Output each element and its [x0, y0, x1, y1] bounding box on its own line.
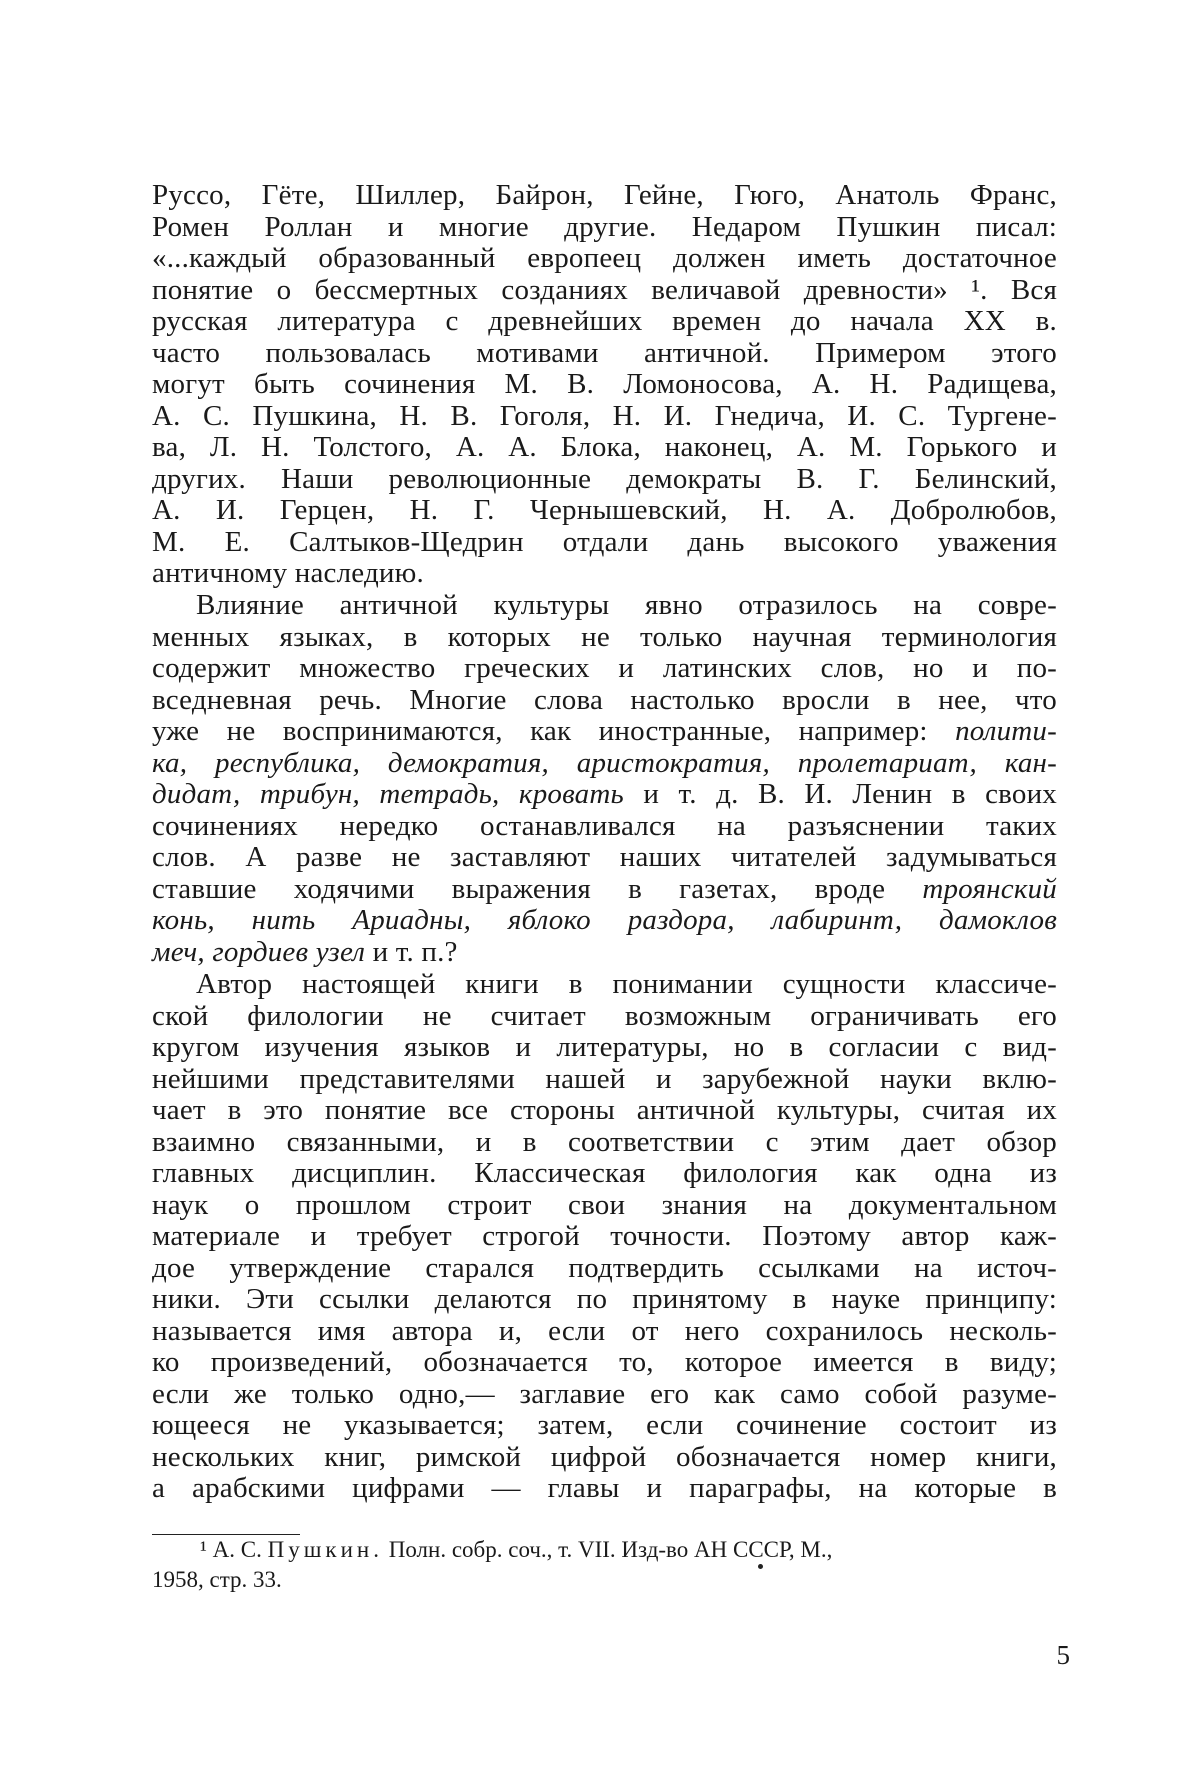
text-line: ко произведений, обозначается то, которое имеется в виду; — [152, 1346, 1057, 1378]
paragraph-1 — [152, 180, 1057, 590]
text-line: ники. Эти ссылки делаются по принятому в науке принципу: — [152, 1283, 1057, 1315]
text-line: нескольких книг, римской цифрой обозначается номер книги, — [152, 1440, 1057, 1473]
italic-term: дидат, трибун, тетрадь, кровать — [152, 778, 624, 810]
text-line: античному наследию. — [152, 557, 424, 589]
text-line: ющееся не указывается; затем, если сочинение состоит из — [152, 1409, 1057, 1441]
text-line: А. И. Герцен, Н. Г. Чернышевский, Н. А. Добролюбов, — [152, 494, 1057, 526]
text-line: «...каждый образованный европеец должен иметь достаточное — [152, 242, 1057, 274]
plain-text: и т. п.? — [365, 935, 458, 968]
text-line: М. Е. Салтыков-Щедрин отдали дань высокого уважения — [152, 525, 1057, 558]
text-line: нейшими представителями нашей и зарубежной науки вклю- — [152, 1062, 1057, 1095]
footnote-line: 1958, стр. 33. — [152, 1567, 282, 1592]
text-line: вседневная речь. Многие слова настолько вросли в нее, что — [152, 683, 1057, 716]
text-line — [152, 874, 1057, 906]
text-line — [152, 937, 1057, 969]
text-line: чает в это понятие все стороны античной культуры, считая их — [152, 1094, 1057, 1126]
text-line: ской филологии не считает возможным ограничивать его — [152, 999, 1057, 1032]
text-line: менных языках, в которых не только научная терминология — [152, 620, 1057, 653]
italic-term: троянский — [922, 872, 1057, 905]
text-line: русская литература с древнейших времен до начала XX в. — [152, 305, 1057, 337]
text-line: слов. А разве не заставляют наших читателей задумываться — [152, 841, 1057, 873]
footnote-line — [152, 1535, 1057, 1565]
text-line: А. С. Пушкина, Н. В. Гоголя, Н. И. Гнедича, И. С. Тургене- — [152, 399, 1057, 432]
text-line — [152, 716, 1057, 748]
paragraph-2 — [152, 590, 1057, 968]
text-line: называется имя автора и, если от него сохранилось несколь- — [152, 1314, 1057, 1347]
plain-text: уже не воспринимаются, как иностранные, например: — [152, 715, 956, 747]
text-line: ва, Л. Н. Толстого, А. А. Блока, наконец, А. М. Горького и — [152, 431, 1057, 463]
text-line: главных дисциплин. Классическая филология как одна из — [152, 1157, 1057, 1189]
text-line: наук о прошлом строит свои знания на документальном — [152, 1188, 1057, 1221]
text-line: могут быть сочинения М. В. Ломоносова, А. Н. Радищева, — [152, 368, 1057, 400]
text-line: содержит множество греческих и латинских слов, но и по- — [152, 652, 1057, 684]
footnote — [152, 1535, 1057, 1595]
text-line: а арабскими цифрами — главы и параграфы, на которые в — [152, 1472, 1057, 1504]
text-line: часто пользовалась мотивами античной. Примером этого — [152, 336, 1057, 369]
text-line: Руссо, Гёте, Шиллер, Байрон, Гейне, Гюго, Анатоль Франс, — [152, 179, 1057, 211]
italic-term-line: ка, республика, демократия, аристократия, пролетариат, кан- — [152, 746, 1057, 779]
text-line: понятие о бессмертных созданиях величавой древности» ¹. Вся — [152, 273, 1057, 306]
footnote-author: Пушкин. — [267, 1537, 383, 1562]
text-line: взаимно связанными, и в соответствии с этим дает обзор — [152, 1125, 1057, 1158]
footnote-citation: Полн. собр. соч., т. VII. Изд-во АН СССР, М., — [382, 1537, 833, 1562]
text-line: сочинениях нередко останавливался на разъяснении таких — [152, 809, 1057, 842]
text-line: Влияние античной культуры явно отразилось на совре- — [196, 589, 1057, 621]
paragraph-3 — [152, 969, 1057, 1505]
text-line: других. Наши революционные демократы В. Г. Белинский, — [152, 462, 1057, 495]
plain-text: и т. д. В. И. Ленин в своих — [623, 778, 1057, 810]
italic-term: полити- — [955, 715, 1057, 747]
print-speck — [758, 1564, 763, 1569]
text-line — [152, 779, 1057, 811]
footnote-marker: ¹ А. С. — [200, 1537, 262, 1562]
text-line: материале и требует строгой точности. Поэтому автор каж- — [152, 1220, 1057, 1252]
text-line: Ромен Роллан и многие другие. Недаром Пушкин писал: — [152, 210, 1057, 243]
text-line: если же только одно,— заглавие его как само собой разуме- — [152, 1377, 1057, 1410]
page-number: 5 — [1056, 1640, 1070, 1670]
text-line: дое утверждение старался подтвердить ссылками на источ- — [152, 1251, 1057, 1284]
text-line: Автор настоящей книги в понимании сущности классиче- — [196, 968, 1057, 1000]
italic-term: меч, гордиев узел — [152, 935, 366, 968]
text-line: кругом изучения языков и литературы, но в согласии с вид- — [152, 1031, 1057, 1063]
plain-text: ставшие ходячими выражения в газетах, вроде — [152, 872, 923, 905]
italic-term-line: конь, нить Ариадны, яблоко раздора, лабиринт, дамоклов — [152, 904, 1057, 936]
